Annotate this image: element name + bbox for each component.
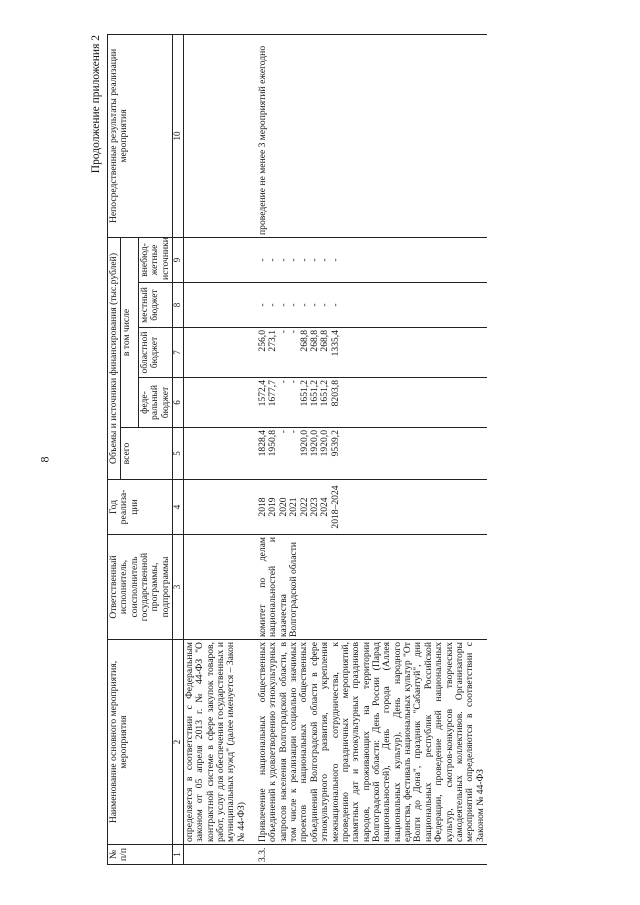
extra-cell: - xyxy=(277,258,289,262)
federal-cell: 1651,2 xyxy=(298,380,310,407)
result-text: проведение не менее 3 мероприятий ежегодно xyxy=(248,34,487,237)
federal-cell: 1651,2 xyxy=(308,380,320,407)
column-number: 10 xyxy=(173,34,184,237)
column-number-row xyxy=(173,34,184,864)
header-year: Год реализа-ции xyxy=(108,480,173,535)
local-cell: - xyxy=(329,303,341,307)
federal-cell: 8203,8 xyxy=(329,380,341,407)
appendix-label: Продолжение приложения 2 xyxy=(90,35,102,174)
header-including: в том числе xyxy=(121,237,139,427)
row-number: 3.3. xyxy=(248,845,487,865)
local-cell: - xyxy=(319,303,331,307)
regional-cell: 256,0 xyxy=(257,330,269,352)
regional-cell: - xyxy=(288,330,300,334)
column-number: 6 xyxy=(173,378,184,428)
extra-cell: - xyxy=(288,258,300,262)
column-number: 9 xyxy=(173,237,184,282)
regional-cell: 1335,4 xyxy=(329,330,341,357)
local-list xyxy=(248,283,487,328)
total-cell: 1828,4 xyxy=(257,430,269,457)
header-responsible: Ответственный исполнитель, соисполнитель государственной программы, подпрограммы xyxy=(108,535,173,640)
column-number: 5 xyxy=(173,428,184,480)
continuation-row xyxy=(183,34,248,864)
header-no: № п/п xyxy=(108,845,173,865)
total-cell: - xyxy=(277,430,289,434)
total-cell: 1920,0 xyxy=(298,430,310,457)
column-number: 8 xyxy=(173,283,184,328)
federal-cell: - xyxy=(277,380,289,384)
local-cell: - xyxy=(267,303,279,307)
header-name: Наименование основного мероприятия, мероприятия xyxy=(108,640,173,845)
total-cell: 1950,8 xyxy=(267,430,279,457)
year-cell: 2019 xyxy=(267,497,279,517)
header-regional: областной бюджет xyxy=(139,328,173,378)
extra-cell: - xyxy=(308,258,320,262)
total-list xyxy=(248,428,487,480)
year-cell: 2023 xyxy=(308,497,320,517)
year-cell: 2020 xyxy=(277,497,289,517)
federal-cell: 1651,2 xyxy=(319,380,331,407)
rotated-page-content xyxy=(90,35,610,865)
continuation-text: определяется в соответствии с Федеральным законом от 05 апреля 2013 г. № 44-ФЗ "О контрактной системе в сфере закупок товаров, работ, услуг для обеспечения государственных и муниципальных нужд" (далее именуется – Закон № 44-ФЗ) xyxy=(183,640,248,845)
regional-cell: 268,8 xyxy=(298,330,310,352)
federal-cell: 1677,7 xyxy=(267,380,279,407)
federal-cell: 1572,4 xyxy=(257,380,269,407)
header-extra: внебюд-жетные источники xyxy=(139,237,173,282)
year-cell: 2021 xyxy=(288,497,300,517)
local-cell: - xyxy=(288,303,300,307)
total-cell: - xyxy=(288,430,300,434)
total-cell: 9539,2 xyxy=(329,430,341,457)
year-cell: 2024 xyxy=(319,497,331,517)
extra-cell: - xyxy=(298,258,310,262)
local-cell: - xyxy=(308,303,320,307)
page-number: 8 xyxy=(37,456,52,463)
header-federal: феде-ральный бюджет xyxy=(139,378,173,428)
federal-cell: - xyxy=(288,380,300,384)
extra-cell: - xyxy=(329,258,341,262)
regional-list xyxy=(248,328,487,378)
regional-cell: 268,8 xyxy=(319,330,331,352)
regional-cell: 273,1 xyxy=(267,330,279,352)
year-cell: 2022 xyxy=(298,497,310,517)
year-cell: 2018–2024 xyxy=(329,485,341,529)
funding-table xyxy=(107,34,487,865)
total-cell: 1920,0 xyxy=(308,430,320,457)
local-cell: - xyxy=(298,303,310,307)
column-number: 4 xyxy=(173,480,184,535)
extra-cell: - xyxy=(257,258,269,262)
extra-list xyxy=(248,237,487,282)
year-cell: 2018 xyxy=(257,497,269,517)
column-number: 3 xyxy=(173,535,184,640)
regional-cell: - xyxy=(277,330,289,334)
table-row-3-3 xyxy=(248,34,487,864)
federal-list xyxy=(248,378,487,428)
column-number: 1 xyxy=(173,845,184,865)
extra-cell: - xyxy=(267,258,279,262)
activity-name: Привлечение национальных общественных объединений к удовлетворению этнокультурных запросов населения Волгоградской области, в том числе к реализации социально значимых проектов национальных общественных объединений Волгоградской области в сфере этнокультурного развития, укрепления межнационального сотрудничества, к проведению праздничных мероприятий, памятных дат и этнокультурных праздников народов, проживающих на территории Волгоградской области: День России (Парад национальностей), День города (Аллея национальных культур), День народного единства, фестиваль национальных культур "От Волги до Дона", праздник "Сабантуй", дни национальных республик Российской Федерации, проведение дней национальных культур, смотров-конкурсов творческих самодеятельных коллективов. Организаторы мероприятий определяются в соответствии с Законом № 44-ФЗ xyxy=(248,640,487,845)
responsible-executor: комитет по делам национальностей и казачества Волгоградской области xyxy=(248,535,487,640)
years-list xyxy=(248,480,487,535)
column-number: 2 xyxy=(173,640,184,845)
header-funding: Объемы и источники финансирования (тыс.рублей) xyxy=(108,237,121,479)
local-cell: - xyxy=(257,303,269,307)
local-cell: - xyxy=(277,303,289,307)
column-number: 7 xyxy=(173,328,184,378)
total-cell: 1920,0 xyxy=(319,430,331,457)
header-local: местный бюджет xyxy=(139,283,173,328)
header-total: всего xyxy=(121,428,173,480)
header-results: Непосредственные результаты реализации мероприятия xyxy=(108,34,173,237)
regional-cell: 268,8 xyxy=(308,330,320,352)
extra-cell: - xyxy=(319,258,331,262)
